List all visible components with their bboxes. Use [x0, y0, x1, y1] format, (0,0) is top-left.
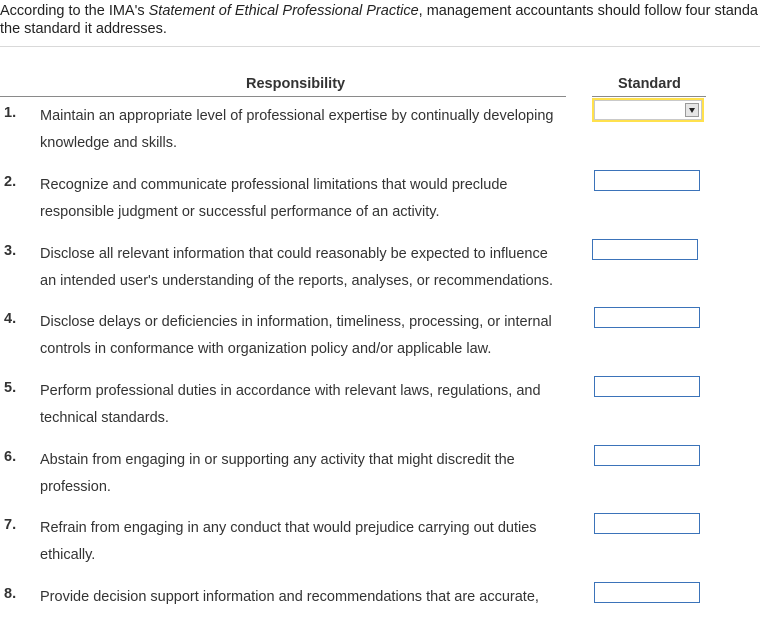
responsibility-text — [40, 172, 565, 226]
responsibility-line: Recognize and communicate professional limitations that would preclude — [40, 177, 508, 193]
row-number: 8. — [4, 586, 17, 602]
responsibility-line: Perform professional duties in accordance with relevant laws, regulations, and — [40, 383, 541, 399]
row-number: 3. — [4, 243, 17, 259]
row-number: 2. — [4, 174, 17, 190]
standard-select[interactable] — [594, 376, 700, 397]
responsibility-text — [40, 378, 565, 432]
responsibility-line: profession. — [40, 479, 111, 495]
responsibility-line: an intended user's understanding of the reports, analyses, or recommendations. — [40, 273, 553, 289]
responsibility-line: responsible judgment or successful performance of an activity. — [40, 204, 440, 220]
responsibility-line: ethically. — [40, 547, 96, 563]
standard-select[interactable] — [594, 582, 700, 603]
responsibility-header: Responsibility — [246, 76, 346, 92]
standard-select[interactable] — [594, 445, 700, 466]
standard-header-rule — [592, 96, 706, 97]
responsibility-text — [40, 103, 565, 157]
responsibility-line: Disclose delays or deficiencies in information, timeliness, processing, or internal — [40, 314, 552, 330]
responsibility-text — [40, 447, 565, 501]
row-number: 6. — [4, 449, 17, 465]
instructions — [0, 2, 760, 38]
triangle-down-icon[interactable] — [685, 103, 699, 117]
standard-select[interactable] — [592, 239, 698, 260]
responsibility-line: knowledge and skills. — [40, 135, 178, 151]
standard-select[interactable] — [594, 307, 700, 328]
responsibility-line: Disclose all relevant information that could reasonably be expected to influence — [40, 246, 548, 262]
statement-title: Statement of Ethical Professional Practice — [148, 3, 419, 19]
standard-header: Standard — [618, 76, 681, 92]
responsibility-line: Refrain from engaging in any conduct that would prejudice carrying out duties — [40, 520, 537, 536]
instructions-text-pre: According to the IMA's — [0, 3, 149, 19]
divider — [0, 46, 760, 47]
responsibility-line: controls in conformance with organization policy and/or applicable law. — [40, 341, 492, 357]
responsibility-text — [40, 515, 565, 569]
responsibility-line: Provide decision support information and recommendations that are accurate, — [40, 589, 539, 605]
instructions-text-post: , management accountants should follow four standa — [418, 3, 758, 19]
row-number: 4. — [4, 311, 17, 327]
instructions-line-1 — [0, 2, 760, 20]
row-number: 5. — [4, 380, 17, 396]
responsibility-line: Maintain an appropriate level of professional expertise by continually developing — [40, 108, 554, 124]
responsibility-line: technical standards. — [40, 410, 169, 426]
standard-select[interactable] — [594, 513, 700, 534]
responsibility-text — [40, 584, 565, 611]
instructions-line-2: the standard it addresses. — [0, 21, 167, 37]
standard-select[interactable] — [592, 98, 704, 122]
row-number: 1. — [4, 105, 17, 121]
responsibility-text — [40, 241, 565, 295]
responsibility-text — [40, 309, 565, 363]
standard-select[interactable] — [594, 170, 700, 191]
row-number: 7. — [4, 517, 17, 533]
responsibility-line: Abstain from engaging in or supporting any activity that might discredit the — [40, 452, 515, 468]
responsibility-header-rule — [0, 96, 566, 97]
